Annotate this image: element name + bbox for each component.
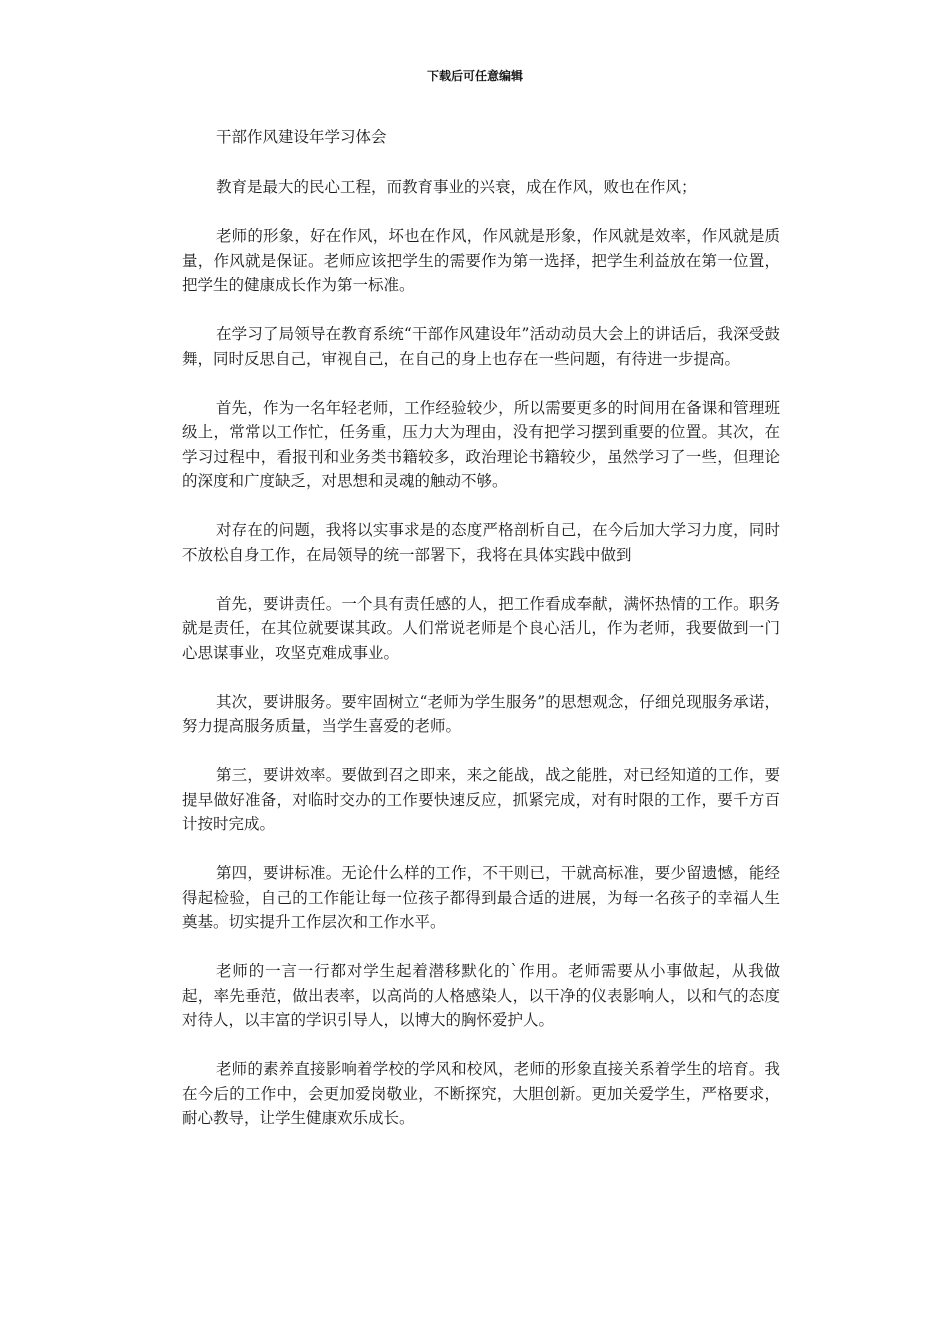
paragraph: 其次，要讲服务。要牢固树立“老师为学生服务”的思想观念，仔细兑现服务承诺，努力提高服务质量，当学生喜爱的老师。 bbox=[182, 692, 780, 735]
paragraph: 教育是最大的民心工程，而教育事业的兴衰，成在作风，败也在作风； bbox=[216, 178, 697, 196]
paragraph: 第四，要讲标准。无论什么样的工作，不干则已，干就高标准，要少留遗憾，能经得起检验，自己的工作能让每一位孩子都得到最合适的进展，为每一名孩子的幸福人生奠基。切实提升工作层次和工作水平。 bbox=[182, 864, 780, 931]
paragraph: 对存在的问题，我将以实事求是的态度严格剖析自己，在今后加大学习力度，同时不放松自身工作，在局领导的统一部署下，我将在具体实践中做到 bbox=[182, 521, 780, 564]
paragraph: 第三，要讲效率。要做到召之即来，来之能战，战之能胜，对已经知道的工作，要提早做好准备，对临时交办的工作要快速反应，抓紧完成，对有时限的工作，要千方百计按时完成。 bbox=[182, 766, 780, 833]
paragraph: 老师的一言一行都对学生起着潜移默化的`作用。老师需要从小事做起，从我做起，率先垂范，做出表率，以高尚的人格感染人，以干净的仪表影响人，以和气的态度对待人，以丰富的学识引导人，以博大的胸怀爱护人。 bbox=[182, 962, 780, 1029]
paragraph: 老师的素养直接影响着学校的学风和校风，老师的形象直接关系着学生的培育。我在今后的工作中，会更加爱岗敬业，不断探究，大胆创新。更加关爱学生，严格要求，耐心教导，让学生健康欢乐成长。 bbox=[182, 1060, 780, 1127]
paragraph: 老师的形象，好在作风，坏也在作风，作风就是形象，作风就是效率，作风就是质量，作风就是保证。老师应该把学生的需要作为第一选择，把学生利益放在第一位置，把学生的健康成长作为第一标准。 bbox=[182, 227, 780, 294]
document-title: 干部作风建设年学习体会 bbox=[216, 128, 387, 146]
paragraph: 在学习了局领导在教育系统“干部作风建设年”活动动员大会上的讲话后，我深受鼓舞，同时反思自己，审视自己，在自己的身上也存在一些问题，有待进一步提高。 bbox=[182, 325, 780, 368]
paragraph: 首先，作为一名年轻老师，工作经验较少，所以需要更多的时间用在备课和管理班级上，常常以工作忙，任务重，压力大为理由，没有把学习摆到重要的位置。其次，在学习过程中，看报刊和业务类书籍较多，政治理论书籍较少，虽然学习了一些，但理论的深度和广度缺乏，对思想和灵魂的触动不够。 bbox=[182, 398, 780, 490]
header-note: 下载后可任意编辑 bbox=[426, 69, 523, 83]
document-body bbox=[182, 175, 780, 1155]
paragraph: 首先，要讲责任。一个具有责任感的人，把工作看成奉献，满怀热情的工作。职务就是责任，在其位就要谋其政。人们常说老师是个良心活儿，作为老师，我要做到一门心思谋事业，攻坚克难成事业。 bbox=[182, 594, 780, 662]
